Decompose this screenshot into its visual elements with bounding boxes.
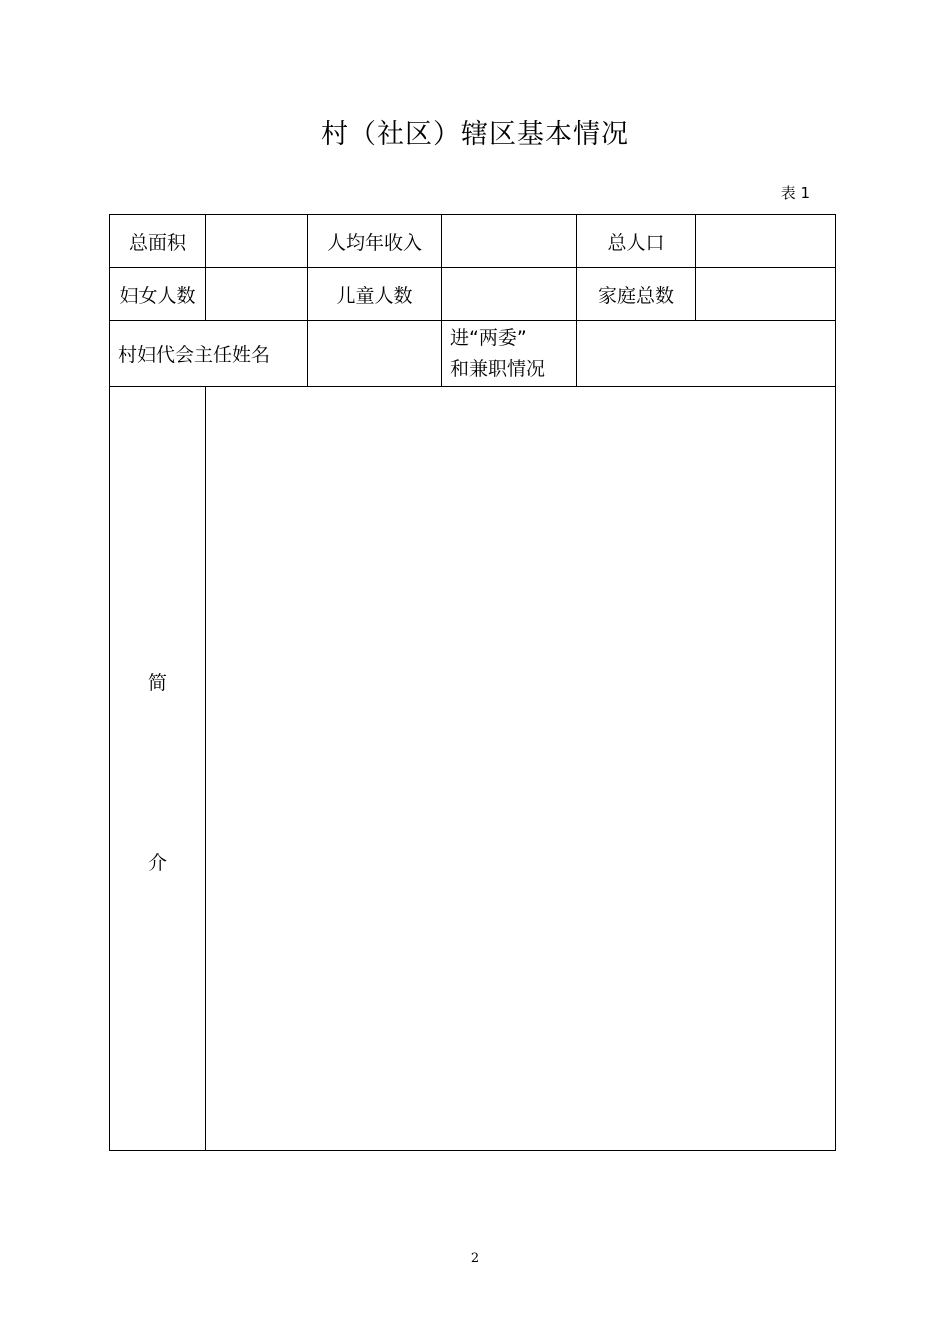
- form-row-director-committee: [110, 321, 836, 387]
- children-count-label: 儿童人数: [308, 268, 442, 321]
- total-area-field[interactable]: [206, 215, 308, 268]
- per-capita-income-field[interactable]: [442, 215, 577, 268]
- children-count-field[interactable]: [442, 268, 577, 321]
- committee-status-field[interactable]: [577, 321, 836, 387]
- total-area-label: 总面积: [110, 215, 206, 268]
- page-number: 2: [470, 1251, 480, 1266]
- per-capita-income-label: 人均年收入: [308, 215, 442, 268]
- total-population-label: 总人口: [577, 215, 696, 268]
- introduction-label-char-2: 介: [147, 852, 167, 874]
- committee-status-label-line-2: 和兼职情况: [450, 357, 546, 380]
- page-title: 村（社区）辖区基本情况: [321, 119, 629, 150]
- introduction-label: [110, 387, 206, 1151]
- form-row-introduction: [110, 387, 836, 1151]
- form-row-area-income-population: [110, 215, 836, 268]
- committee-status-label-line-1: 进“两委”: [450, 326, 527, 349]
- household-count-label: 家庭总数: [577, 268, 696, 321]
- basic-info-form-table: [109, 214, 836, 1151]
- household-count-field[interactable]: [696, 268, 836, 321]
- table-number: 表 1: [780, 184, 810, 202]
- women-federation-director-name-field[interactable]: [308, 321, 442, 387]
- total-population-field[interactable]: [696, 215, 836, 268]
- introduction-label-char-1: 简: [147, 672, 167, 694]
- women-federation-director-name-label: 村妇代会主任姓名: [110, 321, 308, 387]
- committee-status-label: [442, 321, 577, 387]
- form-row-women-children-households: [110, 268, 836, 321]
- introduction-field[interactable]: [206, 387, 836, 1151]
- women-count-label: 妇女人数: [110, 268, 206, 321]
- women-count-field[interactable]: [206, 268, 308, 321]
